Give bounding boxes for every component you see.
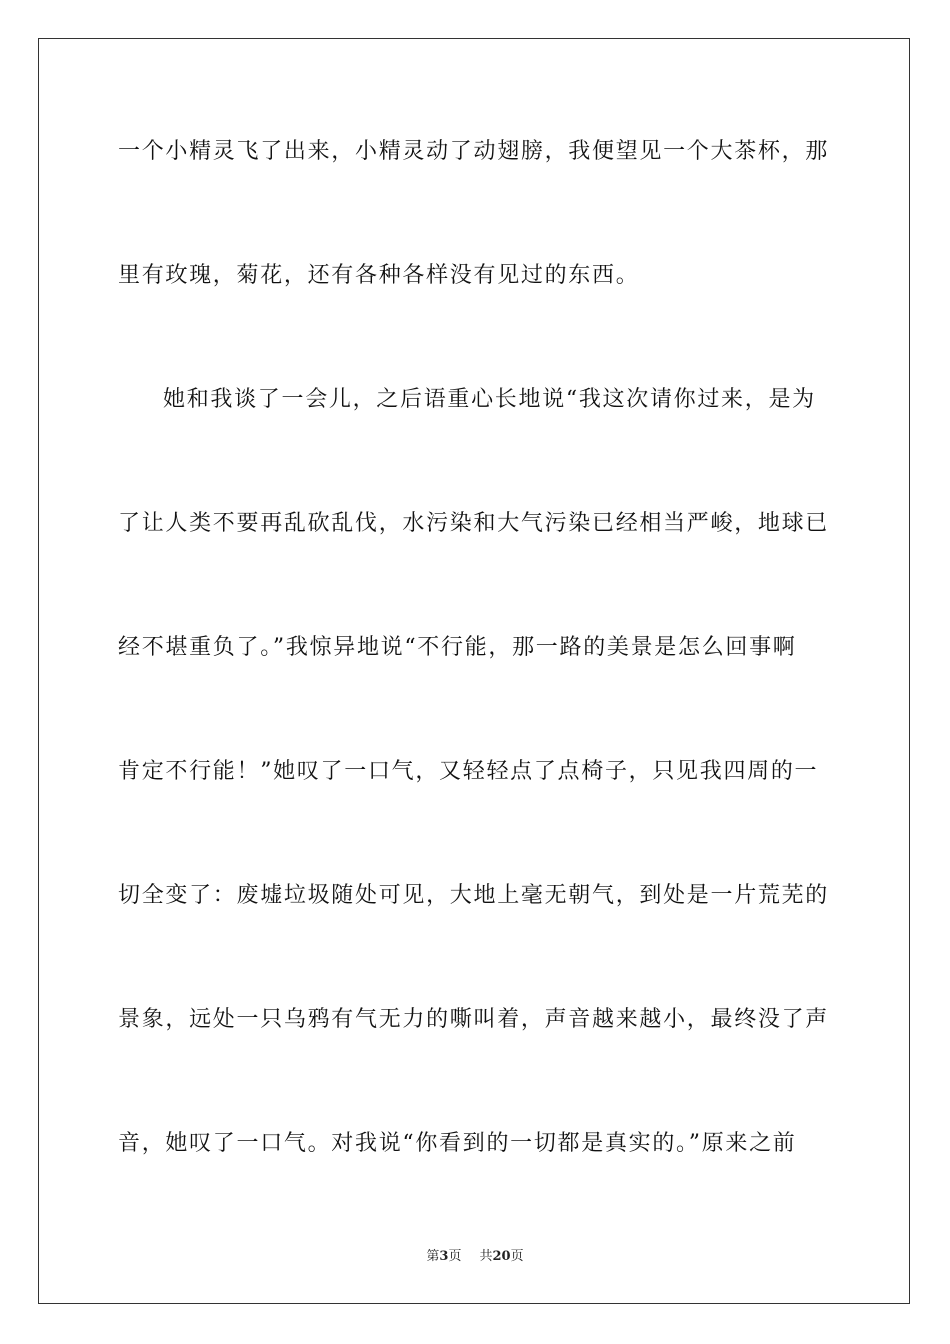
body-text-line: 一个小精灵飞了出来，小精灵动了动翅膀，我便望见一个大茶杯，那 bbox=[118, 139, 830, 164]
total-suffix: 页 bbox=[510, 1249, 524, 1264]
body-text-line: 了让人类不要再乱砍乱伐，水污染和大气污染已经相当严峻，地球已 bbox=[118, 511, 830, 536]
body-text-line: 切全变了：废墟垃圾随处可见，大地上毫无朝气，到处是一片荒芜的 bbox=[118, 883, 830, 908]
paragraph-start-line: 她和我谈了一会儿，之后语重心长地说“我这次请你过来，是为 bbox=[163, 387, 816, 412]
page-border bbox=[38, 38, 910, 1304]
body-text-line: 里有玫瑰，菊花，还有各种各样没有见过的东西。 bbox=[118, 263, 640, 288]
page-number: 3 bbox=[439, 1249, 449, 1264]
page-footer bbox=[0, 1248, 950, 1266]
total-prefix: 共 bbox=[479, 1249, 493, 1264]
body-text-line: 肯定不行能！”她叹了一口气，又轻轻点了点椅子，只见我四周的一 bbox=[118, 759, 819, 784]
body-text-line: 景象，远处一只乌鸦有气无力的嘶叫着，声音越来越小，最终没了声 bbox=[118, 1007, 830, 1032]
page-prefix: 第 bbox=[426, 1249, 440, 1264]
body-text-line: 音，她叹了一口气。对我说“你看到的一切都是真实的。”原来之前 bbox=[118, 1131, 797, 1156]
total-pages: 20 bbox=[492, 1249, 511, 1264]
body-text-line: 经不堪重负了。”我惊异地说“不行能，那一路的美景是怎么回事啊 bbox=[118, 635, 797, 660]
page-suffix: 页 bbox=[448, 1249, 462, 1264]
